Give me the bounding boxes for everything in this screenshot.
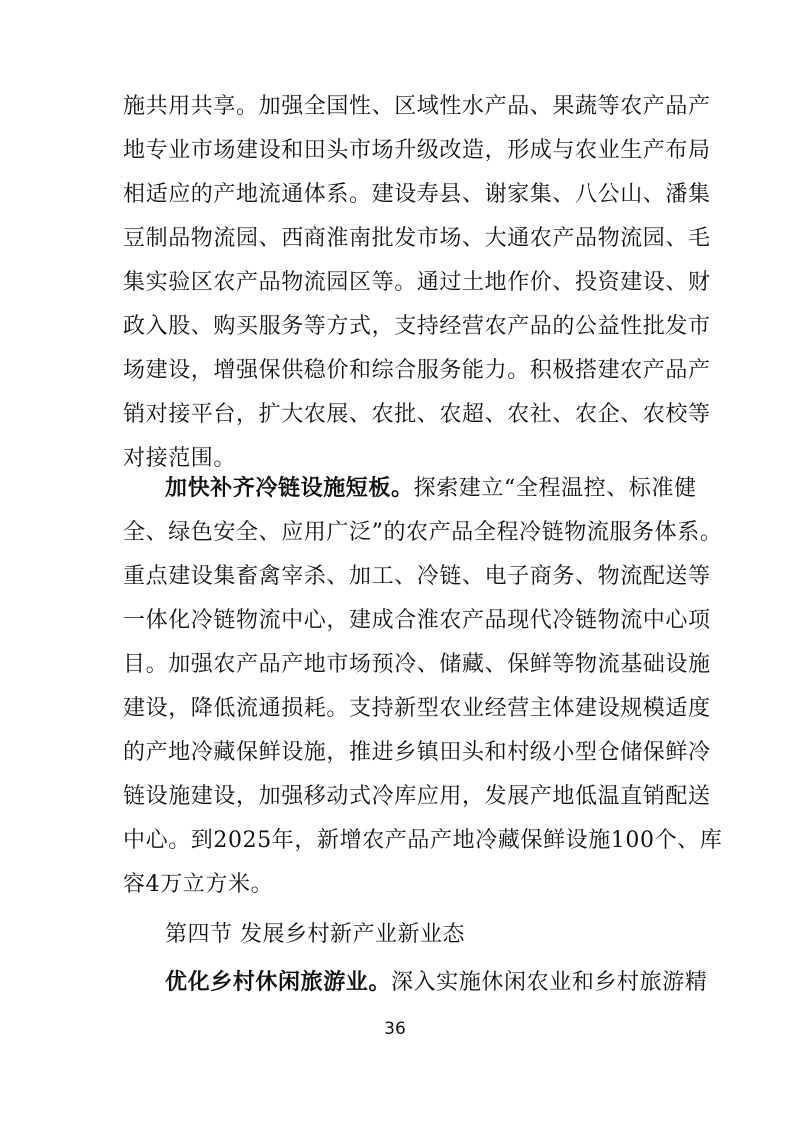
paragraph-2-line-1 bbox=[165, 474, 697, 504]
paragraph-1-line-8: 销对接平台，扩大农展、农批、农超、农社、农企、农校等 bbox=[123, 402, 711, 427]
section-heading: 第四节 发展乡村新产业新业态 bbox=[165, 922, 465, 947]
paragraph-3-lead: 优化乡村休闲旅游业。 bbox=[165, 970, 392, 995]
paragraph-2-line-10: 容4万立方米。 bbox=[123, 872, 274, 897]
paragraph-2-line-5: 目。加强农产品产地市场预冷、储藏、保鲜等物流基础设施 bbox=[123, 652, 711, 677]
paragraph-2-line-2: 全、绿色安全、应用广泛”的农产品全程冷链物流服务体系。 bbox=[123, 520, 723, 545]
paragraph-2-first-rest: 探索建立“全程温控、标准健 bbox=[413, 476, 697, 501]
paragraph-2-line-8: 链设施建设，加强移动式冷库应用，发展产地低温直销配送 bbox=[123, 784, 711, 809]
page-number: 36 bbox=[384, 1019, 406, 1039]
paragraph-1-line-1: 施共用共享。加强全国性、区域性水产品、果蔬等农产品产 bbox=[123, 94, 711, 119]
paragraph-3-first-rest: 深入实施休闲农业和乡村旅游精 bbox=[391, 970, 708, 995]
paragraph-1-line-5: 集实验区农产品物流园区等。通过土地作价、投资建设、财 bbox=[123, 270, 711, 295]
paragraph-2-lead: 加快补齐冷链设施短板。 bbox=[165, 476, 414, 501]
paragraph-1-line-3: 相适应的产地流通体系。建设寿县、谢家集、八公山、潘集 bbox=[123, 182, 711, 207]
paragraph-2-line-9: 中心。到2025年，新增农产品产地冷藏保鲜设施100个、库 bbox=[123, 828, 723, 853]
paragraph-2-line-6: 建设，降低流通损耗。支持新型农业经营主体建设规模适度 bbox=[123, 696, 711, 721]
paragraph-2-line-7: 的产地冷藏保鲜设施，推进乡镇田头和村级小型仓储保鲜冷 bbox=[123, 740, 711, 765]
paragraph-1-line-6: 政入股、购买服务等方式，支持经营农产品的公益性批发市 bbox=[123, 314, 711, 339]
paragraph-1-line-2: 地专业市场建设和田头市场升级改造，形成与农业生产布局 bbox=[123, 138, 711, 163]
paragraph-2-line-4: 一体化冷链物流中心，建成合淮农产品现代冷链物流中心项 bbox=[123, 608, 711, 633]
paragraph-1-line-4: 豆制品物流园、西商淮南批发市场、大通农产品物流园、毛 bbox=[123, 226, 711, 251]
paragraph-1-line-9: 对接范围。 bbox=[123, 446, 237, 471]
paragraph-2-line-3: 重点建设集畜禽宰杀、加工、冷链、电子商务、物流配送等 bbox=[123, 564, 711, 589]
paragraph-3-line-1 bbox=[165, 968, 708, 998]
paragraph-1-line-7: 场建设，增强保供稳价和综合服务能力。积极搭建农产品产 bbox=[123, 358, 711, 383]
